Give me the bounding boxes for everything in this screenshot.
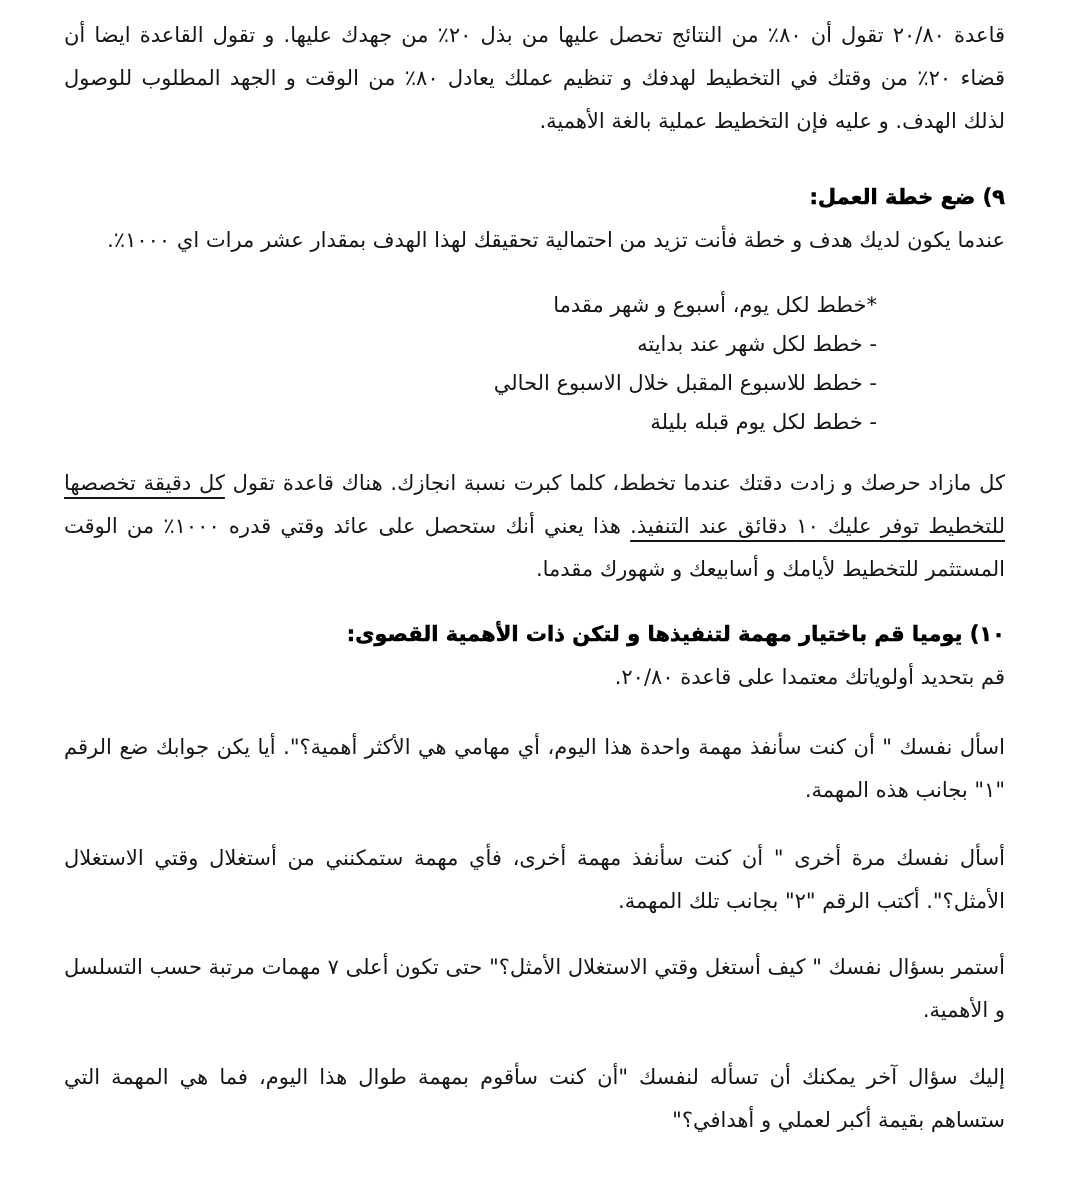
- section9-body: عندما يكون لديك هدف و خطة فأنت تزيد من احتمالية تحقيقك لهذا الهدف بمقدار عشر مرات اي ١٠٠٠٪.: [107, 228, 1005, 252]
- planning-value-before: كل مازاد حرصك و زادت دقتك عندما تخطط، كلما كبرت نسبة انجازك. هناك قاعدة تقول: [224, 471, 1005, 495]
- planning-value-paragraph: [64, 462, 1005, 591]
- underlined-phrase: كل دقيقة تخصصها للتخطيط توفر عليك ١٠ دقائق عند التنفيذ.: [64, 471, 1005, 538]
- question-paragraph-3: أستمر بسؤال نفسك " كيف أستغل وقتي الاستغلال الأمثل؟" حتى تكون أعلى ٧ مهمات مرتبة حسب التسلسل و الأهمية.: [64, 955, 1005, 1022]
- plan-list-item: - خطط للاسبوع المقبل خلال الاسبوع الحالي: [493, 371, 877, 395]
- plan-list: [64, 286, 1005, 442]
- question-paragraph-4: إليك سؤال آخر يمكنك أن تسأله لنفسك "أن كنت سأقوم بمهمة طوال هذا اليوم، فما هي المهمة التي ستساهم بقيمة أكبر لعملي و أهدافي؟": [64, 1065, 1005, 1132]
- plan-list-item: *خطط لكل يوم، أسبوع و شهر مقدما: [553, 293, 877, 317]
- plan-list-item: - خطط لكل شهر عند بدايته: [637, 332, 877, 356]
- planning-value-after: هذا يعني أنك ستحصل على عائد وقتي قدره ١٠٠٠٪ من الوقت المستثمر للتخطيط لأيامك و أسابيعك و شهورك مقدما.: [64, 514, 1005, 581]
- intro-paragraph: قاعدة ٢٠/٨٠ تقول أن ٨٠٪ من النتائج تحصل عليها من بذل ٢٠٪ من جهدك عليها. و تقول القاعدة ايضا أن قضاء ٢٠٪ من وقتك في التخطيط لهدفك و تنظيم عملك يعادل ٨٠٪ من الوقت و الجهد المطلوب للوصول لذلك الهدف. و عليه فإن التخطيط عملية بالغة الأهمية.: [64, 23, 1006, 133]
- question-paragraph-1: اسأل نفسك " أن كنت سأنفذ مهمة واحدة هذا اليوم، أي مهامي هي الأكثر أهمية؟". أيا يكن جوابك ضع الرقم "١" بجانب هذه المهمة.: [64, 735, 1005, 802]
- section9-heading: ٩) ضع خطة العمل:: [809, 185, 1005, 209]
- question-paragraph-2: أسأل نفسك مرة أخرى " أن كنت سأنفذ مهمة أخرى، فأي مهمة ستمكنني من أستغلال وقتي الاستغلال الأمثل؟". أكتب الرقم "٢" بجانب تلك المهمة.: [64, 846, 1005, 913]
- section10-body: قم بتحديد أولوياتك معتمدا على قاعدة ٢٠/٨٠.: [614, 665, 1005, 689]
- section10-heading: ١٠) يوميا قم باختيار مهمة لتنفيذها و لتكن ذات الأهمية القصوى:: [346, 622, 1005, 646]
- plan-list-item: - خطط لكل يوم قبله بليلة: [650, 410, 877, 434]
